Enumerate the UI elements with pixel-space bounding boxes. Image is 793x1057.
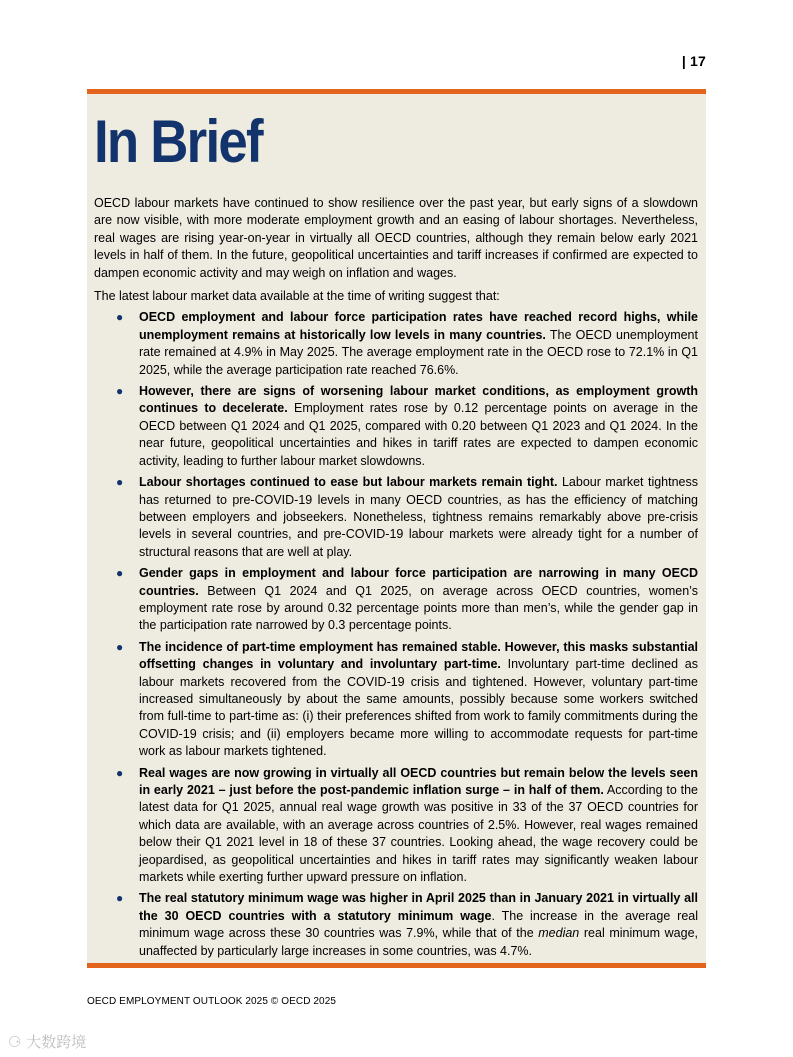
bullet-icon: ● <box>116 310 124 325</box>
list-item <box>94 474 698 561</box>
finding-heading: The real statutory minimum wage was higher in April 2025 than in January 2021 in virtually all the 30 OECD countries with a statutory minimum wage <box>139 891 698 923</box>
lead-sentence: The latest labour market data available at the time of writing suggest that: <box>94 289 500 304</box>
finding-heading: OECD employment and labour force participation rates have reached record highs, while unemployment remains at historically low levels in many countries. <box>139 310 698 342</box>
bullet-icon: ● <box>116 384 124 399</box>
finding-text: . The increase in the average real minimum wage across these 30 countries was 7.9%, while that of the <box>139 908 699 941</box>
list-item <box>94 890 698 960</box>
finding-text: Labour market tightness has returned to pre-COVID-19 levels in many OECD countries, as has the efficiency of matching between employers and jobseekers. Nonetheless, tightness remains remarkably above pre-crisis levels in several countries, and pre-COVID-19 labour markets were already tight for a number of structural reasons that are well at play. <box>139 475 698 559</box>
finding-text: real minimum wage, unaffected by particularly large increases in some countries, was 4.7%. <box>139 926 698 958</box>
bullet-icon: ● <box>116 891 124 906</box>
bullet-icon: ● <box>116 475 124 490</box>
finding-heading: Gender gaps in employment and labour force participation are narrowing in many OECD countries. <box>139 566 698 598</box>
bullet-icon: ● <box>116 566 124 581</box>
list-item <box>94 309 698 379</box>
bullet-icon: ● <box>116 639 124 654</box>
page-title: In Brief <box>94 108 262 175</box>
key-findings-list <box>94 309 698 960</box>
list-item <box>94 383 698 470</box>
list-item <box>94 765 698 887</box>
finding-text: According to the latest data for Q1 2025, annual real wage growth was positive in 33 of the 37 OECD countries for which data are available, with an average across countries of 2.5%. However, real wages remained below their Q1 2021 level in 18 of these 37 countries. Looking ahead, the wage recovery could be jeopardised, as geopolitical uncertainties and hikes in tariff rates may significantly weaken labour markets while exerting further upward pressure on inflation. <box>139 783 698 885</box>
finding-heading: The incidence of part-time employment has remained stable. However, this masks substantial offsetting changes in voluntary and involuntary part-time. <box>139 639 698 672</box>
bullet-icon: ● <box>116 765 124 780</box>
finding-text: Employment rates rose by 0.12 percentage points on average in the OECD between Q1 2024 and Q1 2025, compared with 0.20 between Q1 2023 and Q1 2024. In the near future, geopolitical uncertainties and hikes in tariff rates are expected to dampen economic activity, leading to further labour market slowdowns. <box>139 401 698 468</box>
in-brief-box <box>87 89 706 968</box>
finding-text: Between Q1 2024 and Q1 2025, on average across OECD countries, women’s employment rate rose by around 0.32 percentage points more than men’s, while the gender gap in the participation rate narrowed by 0.3 percentage points. <box>139 583 698 633</box>
intro-paragraph: OECD labour markets have continued to show resilience over the past year, but early signs of a slowdown are now visible, with more moderate employment growth and an easing of labour shortages. Nevertheless, real wages are rising year-on-year in virtually all OECD countries, although they remain below early 2021 levels in half of them. In the future, geopolitical uncertainties and tariff increases if confirmed are expected to dampen economic activity and may weigh on inflation and wages. <box>94 196 698 280</box>
finding-heading: Labour shortages continued to ease but labour markets remain tight. <box>139 475 558 490</box>
page-number: | 17 <box>681 53 706 69</box>
finding-heading: However, there are signs of worsening labour market conditions, as employment growth continues to decelerate. <box>139 384 698 416</box>
finding-text: The OECD unemployment rate remained at 4.9% in May 2025. The average employment rate in the OECD rose to 72.1% in Q1 2025, while the average participation rate reached 76.6%. <box>139 327 698 377</box>
finding-heading: Real wages are now growing in virtually all OECD countries but remain below the levels seen in early 2021 – just before the post-pandemic inflation surge – in half of them. <box>139 765 698 797</box>
list-item <box>94 639 698 761</box>
finding-emphasis: median <box>538 926 580 941</box>
watermark: ⚆ 大数跨境 <box>8 1033 87 1051</box>
page-footer: OECD EMPLOYMENT OUTLOOK 2025 © OECD 2025 <box>87 996 337 1007</box>
finding-text: Involuntary part-time declined as labour markets recovered from the COVID-19 crisis and tightened. However, voluntary part-time increased simultaneously by about the same amounts, possibly because some workers switched from full-time to part-time as: (i) their preferences shifted from work to family commitments during the COVID-19 crisis; and (ii) employers became more willing to accommodate requests for part-time work as labour markets tightened. <box>139 657 698 759</box>
list-item <box>94 565 698 635</box>
